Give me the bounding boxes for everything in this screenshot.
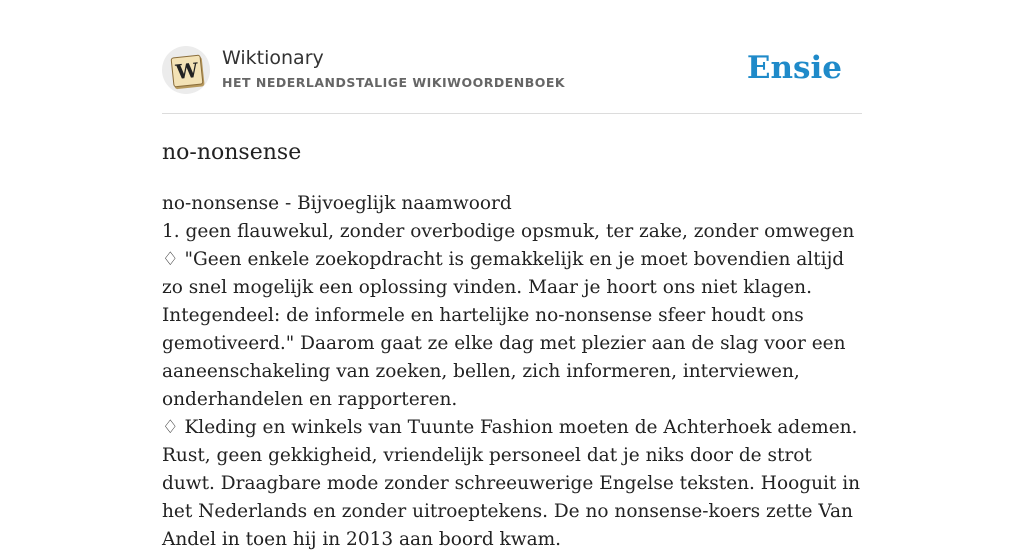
wiktionary-logo-icon: W [171, 55, 204, 88]
wiktionary-logo[interactable] [162, 46, 210, 94]
word-type-line: no-nonsense - Bijvoeglijk naamwoord [162, 193, 512, 214]
page-title: no-nonsense [162, 140, 302, 165]
site-subtitle: HET NEDERLANDSTALIGE WIKIWOORDENBOEK [222, 75, 566, 90]
site-name[interactable]: Wiktionary [222, 47, 324, 69]
entry-content [162, 190, 862, 554]
ensie-brand-logo[interactable]: Ensie [746, 50, 842, 86]
definition-line: 1. geen flauwekul, zonder overbodige opsmuk, ter zake, zonder omwegen [162, 221, 855, 242]
example-1: ♢ "Geen enkele zoekopdracht is gemakkelijk en je moet bovendien altijd zo snel mogelijk een oplossing vinden. Maar je hoort ons niet klagen. Integendeel: de informele en hartelijke no-nonsense sfeer houdt ons gemotiveerd." Daarom gaat ze elke dag met plezier aan de slag voor een aaneenschakeling van zoeken, bellen, zich informeren, interviewen, onderhandelen en rapporteren. [162, 249, 846, 410]
site-header [162, 46, 862, 96]
header-divider [162, 113, 862, 114]
example-2: ♢ Kleding en winkels van Tuunte Fashion moeten de Achterhoek ademen. Rust, geen gekkigheid, vriendelijk personeel dat je niks door de strot duwt. Draagbare mode zonder schreeuwerige Engelse teksten. Hooguit in het Nederlands en zonder uitroeptekens. De no nonsense-koers zette Van Andel in toen hij in 2013 aan boord kwam. [162, 417, 861, 550]
